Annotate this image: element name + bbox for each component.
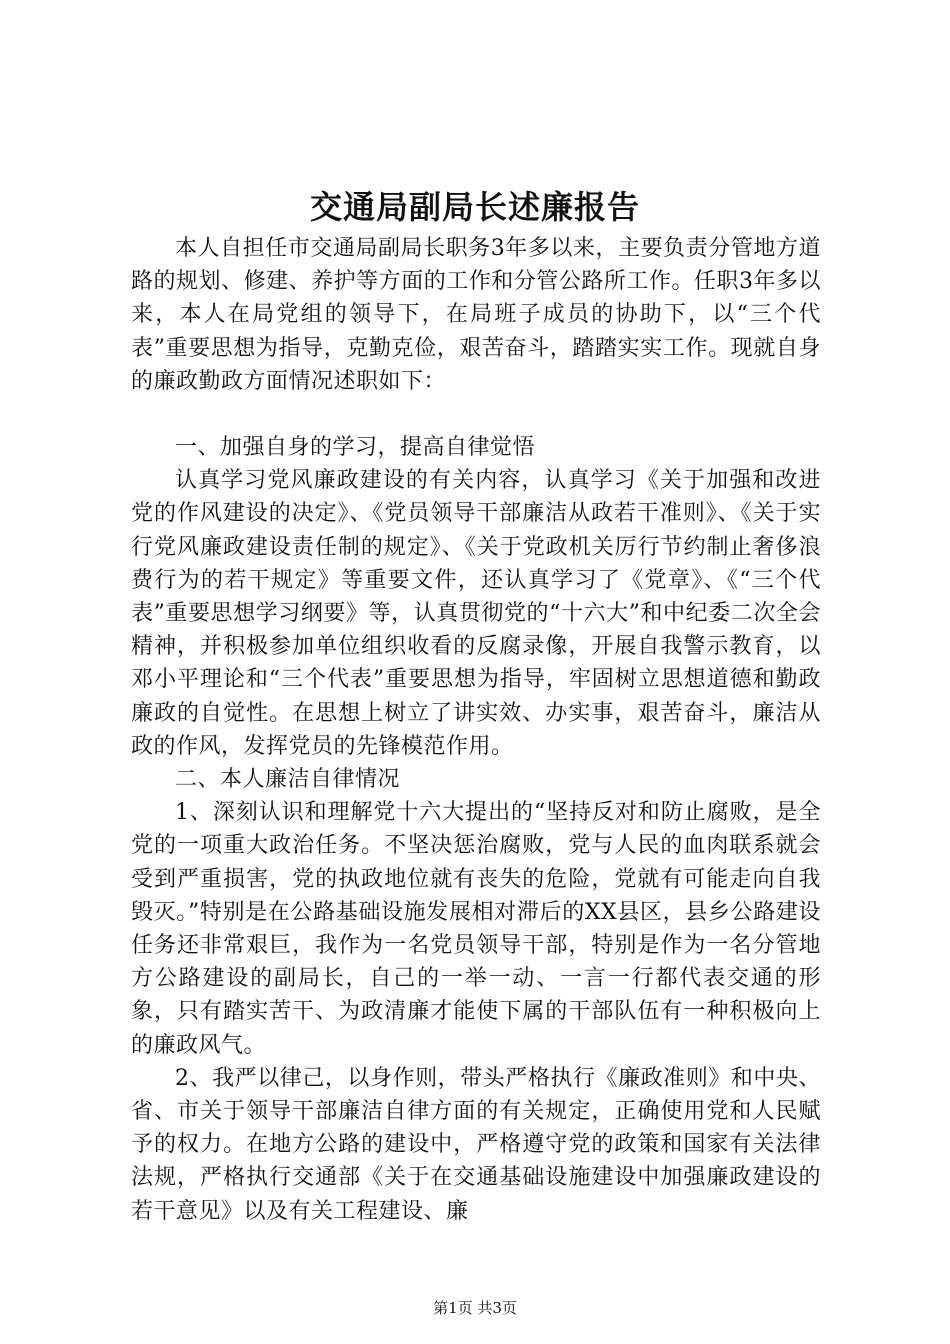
section-1-paragraph: 认真学习党风廉政建设的有关内容，认真学习《关于加强和改进党的作风建设的决定》、《党员领导干部廉洁从政若干准则》、《关于实行党风廉政建设责任制的规定》、《关于党政机关厉行节约制止奢侈浪费行为的若干规定》等重要文件，还认真学习了《党章》、《“三个代表”重要思想学习纲要》等，认真贯彻党的“十六大”和中纪委二次全会精神，并积极参加单位组织收看的反腐录像，开展自我警示教育，以邓小平理论和“三个代表”重要思想为指导，牢固树立思想道德和勤政廉政的自觉性。在思想上树立了讲实效、办实事，艰苦奋斗，廉洁从政的作风，发挥党员的先锋模范作用。 [131, 468, 821, 759]
intro-paragraph: 本人自担任市交通局副局长职务3年多以来，主要负责分管地方道路的规划、修建、养护等方面的工作和分管公路所工作。任职3年多以来，本人在局党组的领导下，在局班子成员的协助下，以“三个代表”重要思想为指导，克勤克俭，艰苦奋斗，踏踏实实工作。现就自身的廉政勤政方面情况述职如下： [131, 236, 821, 394]
document-title: 交通局副局长述廉报告 [309, 188, 640, 226]
section-heading-1: 一、加强自身的学习，提高自律觉悟 [175, 435, 536, 461]
section-heading-2: 二、本人廉洁自律情况 [175, 767, 401, 793]
document-body [131, 232, 821, 1228]
paragraph-gap [131, 398, 821, 431]
page-footer: 第1页 共3页 [433, 1299, 517, 1317]
section-2-paragraph-2: 2、我严以律己，以身作则，带头严格执行《廉政准则》和中央、省、市关于领导干部廉洁自律方面的有关规定，正确使用党和人民赋予的权力。在地方公路的建设中，严格遵守党的政策和国家有关法律法规，严格执行交通部《关于在交通基础设施建设中加强廉政建设的若干意见》以及有关工程建设、廉 [131, 1065, 821, 1224]
section-2-paragraph-1: 1、深刻认识和理解党十六大提出的“坚持反对和防止腐败，是全党的一项重大政治任务。不坚决惩治腐败，党与人民的血肉联系就会受到严重损害，党的执政地位就有丧失的危险，党就有可能走向自我毁灭。”特别是在公路基础设施发展相对滞后的XX县区，县乡公路建设任务还非常艰巨，我作为一名党员领导干部，特别是作为一名分管地方公路建设的副局长，自己的一举一动、一言一行都代表交通的形象，只有踏实苦干、为政清廉才能使下属的干部队伍有一种积极向上的廉政风气。 [131, 800, 821, 1058]
